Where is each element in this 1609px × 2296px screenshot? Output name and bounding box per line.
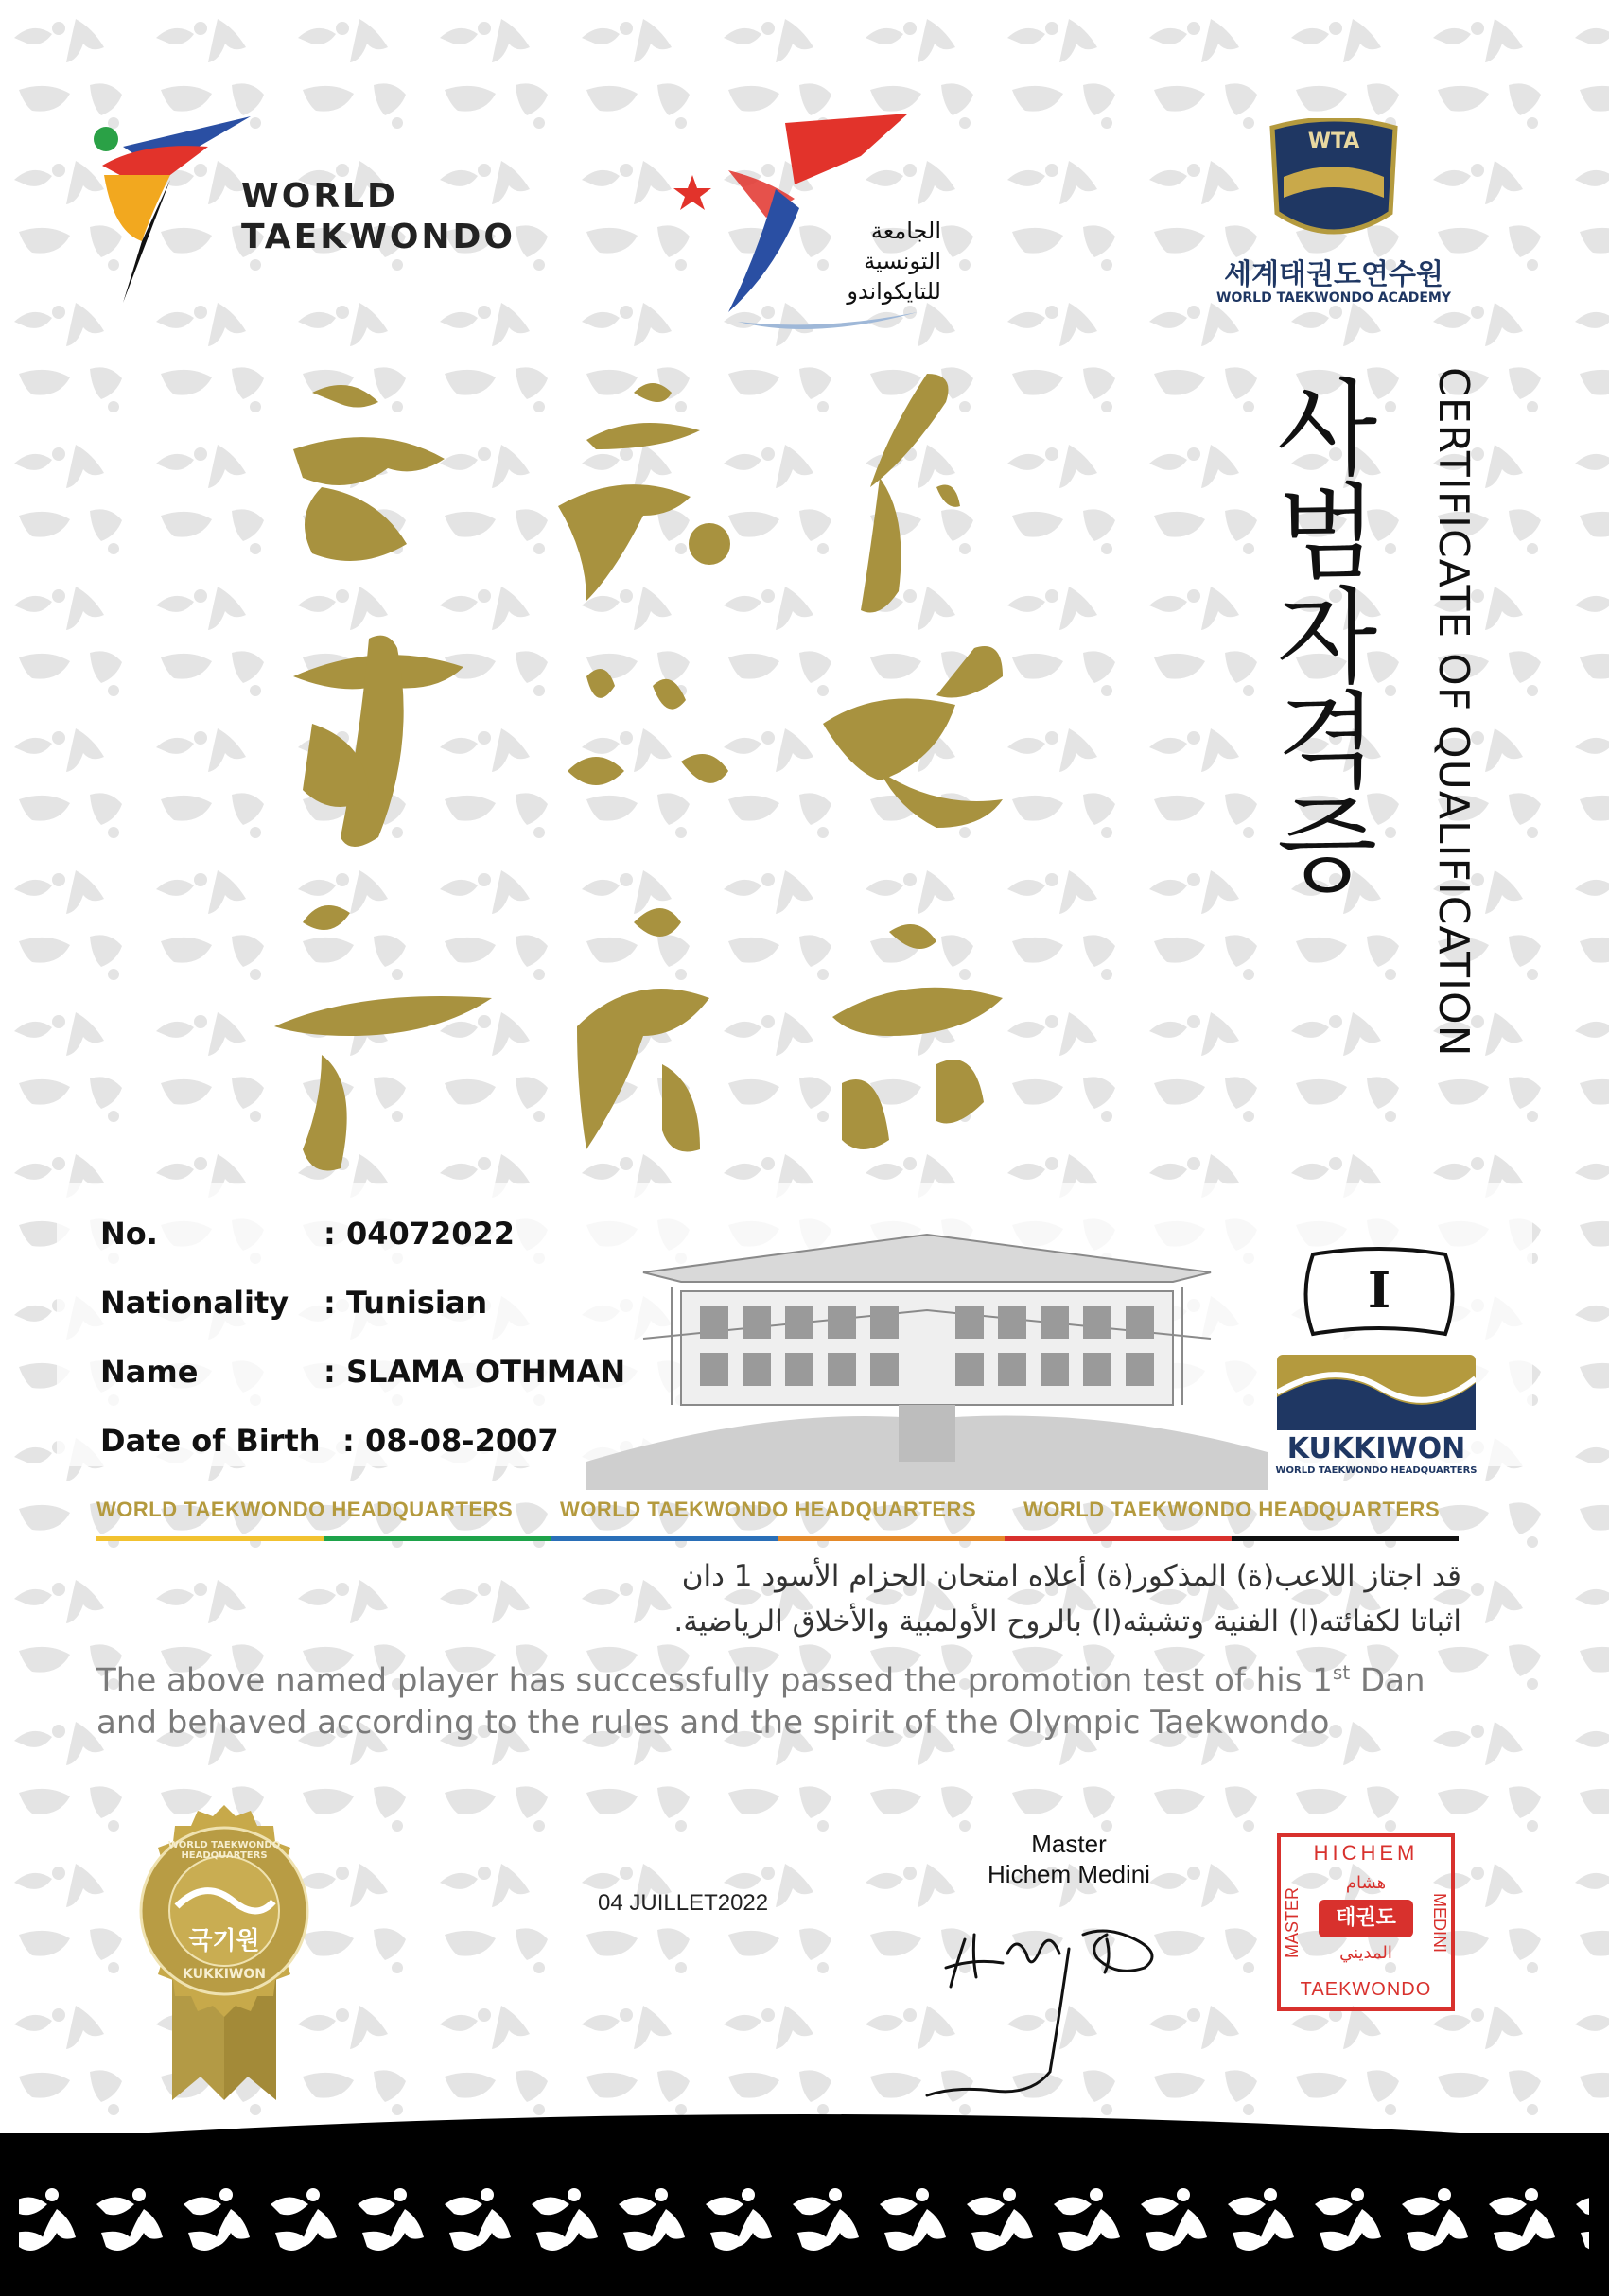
stripe-black (1232, 1536, 1459, 1541)
seal-ring-top: WORLD TAEKWONDO HEADQUARTERS (167, 1840, 281, 1861)
world-taekwondo-logo (85, 109, 539, 317)
hq-text-2: WORLD TAEKWONDO HEADQUARTERS (560, 1498, 977, 1521)
calligraphy-figure-2 (558, 383, 730, 601)
stamp-right: MEDINI (1430, 1892, 1449, 1953)
seal-korean: 국기원 (188, 1927, 260, 1955)
grade-scroll (1294, 1247, 1464, 1341)
stripe-orange (778, 1536, 1005, 1541)
signatory-name: Hichem Medini (988, 1860, 1150, 1888)
gold-calligraphy (274, 364, 1088, 1178)
stripe-red (1005, 1536, 1232, 1541)
statement-arabic-line-2: اثباتا لكفائته(ا) الفنية وتشبثه(ا) بالروح الأولمبية والأخلاق الرياضية. (673, 1604, 1461, 1639)
statement-arabic-line-1: قد اجتاز اللاعب(ة) المذكور(ة) أعلاه امتحان الحزام الأسود 1 دان (681, 1559, 1461, 1593)
stamp-top: HICHEM (1313, 1841, 1419, 1865)
wta-badge-text: WTA (1307, 130, 1360, 153)
calligraphy-figure-3 (861, 374, 960, 613)
field-nationality-value: : Tunisian (324, 1285, 488, 1321)
hq-text-3: WORLD TAEKWONDO HEADQUARTERS (1023, 1498, 1441, 1521)
calligraphy-figure-4 (293, 636, 463, 847)
wta-logo (1178, 118, 1490, 317)
color-stripe (96, 1536, 1459, 1541)
stamp-center: 태권도 (1319, 1900, 1413, 1937)
stamp-bottom: TAEKWONDO (1300, 1979, 1432, 2000)
calligraphy-figure-6 (823, 646, 1003, 828)
title-korean: 사범자격증 (1258, 374, 1379, 894)
federation-arabic-1: الجامعة (870, 218, 941, 244)
field-name-label: Name (100, 1354, 199, 1390)
stripe-blue (551, 1536, 778, 1541)
kukkiwon-logo (1272, 1355, 1480, 1478)
calligraphy-figure-5 (568, 669, 728, 785)
grade-value: I (1367, 1262, 1391, 1320)
field-dob-label: Date of Birth (100, 1423, 321, 1459)
bottom-band (0, 2133, 1609, 2296)
calligraphy-figure-9 (832, 924, 1003, 1149)
stripe-yellow (96, 1536, 324, 1541)
hq-text-1: WORLD TAEKWONDO HEADQUARTERS (96, 1498, 514, 1521)
world-taekwondo-text-1: WORLD (241, 177, 398, 216)
field-number-label: No. (100, 1216, 158, 1252)
issue-date: 04 JUILLET2022 (598, 1890, 769, 1916)
statement-english-line-1 (96, 1661, 1425, 1699)
wta-english: WORLD TAEKWONDO ACADEMY (1216, 290, 1451, 306)
stripe-green (324, 1536, 551, 1541)
field-nationality-label: Nationality (100, 1285, 289, 1321)
kukkiwon-name: KUKKIWON (1286, 1432, 1466, 1465)
federation-arabic-2: التونسية (864, 248, 941, 274)
signatory-title: Master (1031, 1830, 1107, 1858)
kukkiwon-subtitle: WORLD TAEKWONDO HEADQUARTERS (1275, 1465, 1478, 1476)
stamp-left: MASTER (1283, 1886, 1302, 1958)
tunisian-federation-logo (672, 104, 955, 350)
field-number-value: : 04072022 (324, 1216, 516, 1252)
calligraphy-figure-7 (274, 905, 492, 1171)
world-taekwondo-text-2: TAEKWONDO (241, 218, 516, 256)
calligraphy-figure-8 (577, 908, 709, 1152)
signature (918, 1902, 1192, 2110)
field-dob-value: : 08-08-2007 (342, 1423, 559, 1459)
bottom-band-glyphs (0, 2133, 1609, 2296)
federation-arabic-3: للتايكواندو (847, 278, 941, 305)
kukkiwon-gold-seal (115, 1802, 333, 2105)
statement-english-dan: Dan (1350, 1661, 1425, 1700)
statement-english-line-2: and behaved according to the rules and the spirit of the Olympic Taekwondo (96, 1704, 1330, 1742)
stamp-arabic-top: هشام (1345, 1873, 1387, 1893)
kukkiwon-emblem-icon (1277, 1355, 1476, 1430)
master-stamp (1277, 1833, 1455, 2011)
statement-english-text: The above named player has successfully passed the promotion test of his 1 (96, 1661, 1333, 1700)
kukkiwon-building-illustration (586, 1216, 1268, 1490)
calligraphy-figure-1 (293, 385, 445, 561)
world-taekwondo-kicker-icon (85, 109, 255, 317)
wta-korean: 세계태권도연수원 (1224, 258, 1443, 291)
seal-ring-bottom: KUKKIWON (183, 1967, 266, 1982)
field-name-value: : SLAMA OTHMAN (324, 1354, 626, 1390)
statement-english-sup: st (1332, 1661, 1351, 1684)
stamp-arabic-bottom: المديني (1339, 1943, 1392, 1963)
title-english: CERTIFICATE OF QUALIFICATION (1429, 367, 1478, 1058)
